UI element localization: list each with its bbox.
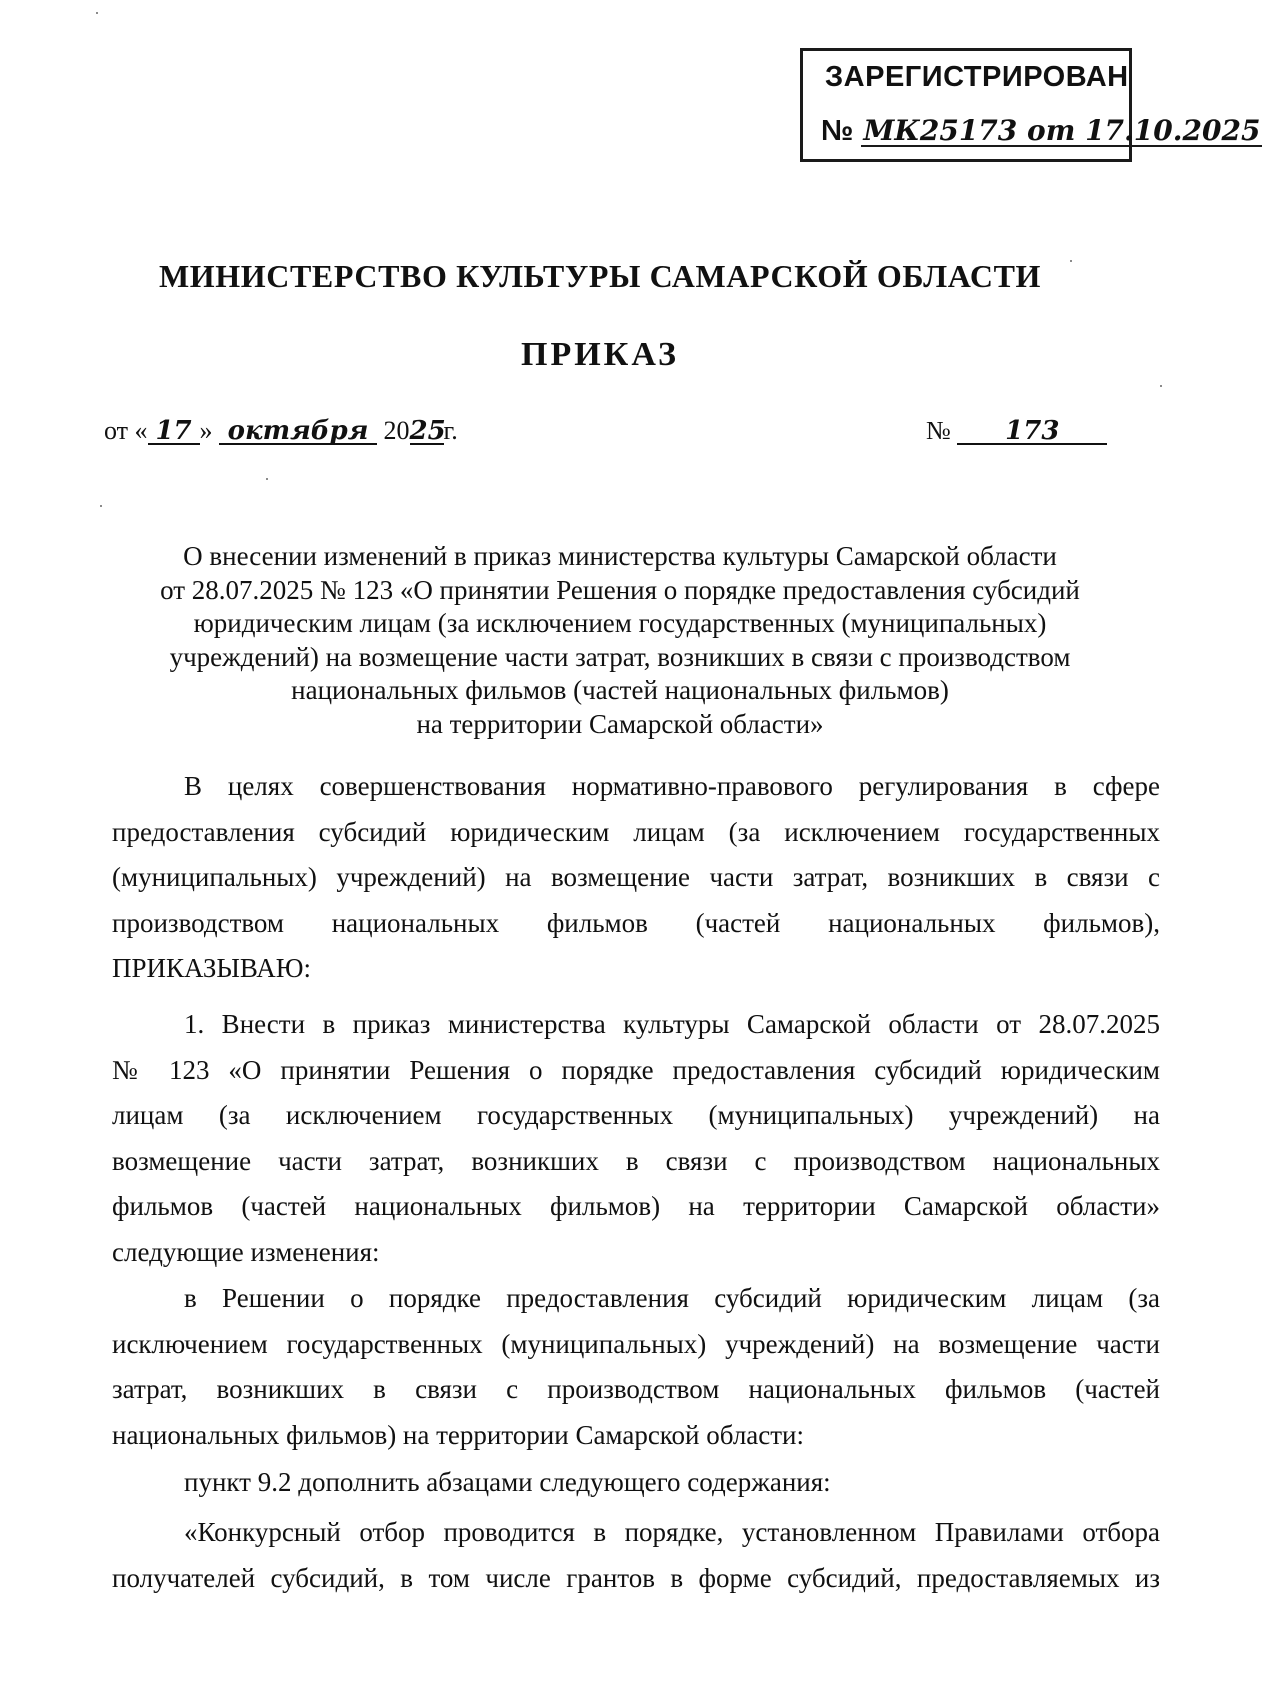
- body-line: В целях совершенствования нормативно-правового регулирования в сфере: [184, 771, 1160, 801]
- paragraph-point-9-2: [112, 1460, 1160, 1506]
- subject-line: национальных фильмов (частей национальных фильмов): [291, 675, 949, 705]
- order-subject: [120, 540, 1120, 741]
- date-year-prefix: 20: [383, 416, 410, 445]
- body-line: исключением государственных (муниципальных) учреждений) на возмещение части: [112, 1328, 1160, 1359]
- date-prefix: от «: [104, 416, 148, 445]
- body-line: (муниципальных) учреждений) на возмещение части затрат, возникших в связи с: [112, 862, 1160, 892]
- paragraph-decision: [112, 1276, 1160, 1458]
- body-line: ПРИКАЗЫВАЮ:: [112, 953, 311, 983]
- order-number-value: 173: [957, 419, 1107, 445]
- stamp-title: ЗАРЕГИСТРИРОВАН: [825, 61, 1129, 93]
- order-number-label: №: [926, 416, 951, 445]
- body-line: национальных фильмов) на территории Самарской области:: [112, 1419, 805, 1450]
- paragraph-preamble: [112, 764, 1160, 992]
- body-line: лицам (за исключением государственных (муниципальных) учреждений) на: [112, 1100, 1160, 1130]
- document-type-title: ПРИКАЗ: [521, 336, 679, 373]
- body-line: затрат, возникших в связи с производством национальных фильмов (частей: [112, 1374, 1160, 1404]
- date-quote-close: »: [199, 416, 213, 445]
- stamp-number-prefix: №: [821, 115, 854, 147]
- body-line: фильмов (частей национальных фильмов) на территории Самарской области»: [112, 1191, 1160, 1221]
- order-number: [926, 416, 1107, 446]
- body-line: № 123 «О принятии Решения о порядке предоставления субсидий юридическим: [112, 1054, 1160, 1085]
- body-line: получателей субсидий, в том числе грантов в форме субсидий, предоставляемых из: [112, 1562, 1160, 1593]
- registration-stamp: [800, 48, 1261, 162]
- subject-line: юридическим лицам (за исключением государственных (муниципальных): [193, 608, 1047, 638]
- body-line: возмещение части затрат, возникших в связи с производством национальных: [112, 1145, 1160, 1176]
- subject-line: от 28.07.2025 № 123 «О принятии Решения о порядке предоставления субсидий: [160, 574, 1080, 605]
- body-line: следующие изменения:: [112, 1236, 380, 1267]
- date-day: 17: [148, 419, 200, 445]
- subject-line: на территории Самарской области»: [416, 708, 824, 739]
- paragraph-quoted-text: [112, 1510, 1160, 1601]
- body-line: в Решении о порядке предоставления субсидий юридическим лицам (за: [184, 1283, 1160, 1313]
- body-line: 1. Внести в приказ министерства культуры Самарской области от 28.07.2025: [184, 1009, 1160, 1039]
- stamp-number-line: [821, 115, 1262, 148]
- ministry-title: МИНИСТЕРСТВО КУЛЬТУРЫ САМАРСКОЙ ОБЛАСТИ: [158, 258, 1042, 294]
- body-line: производством национальных фильмов (частей национальных фильмов),: [112, 907, 1160, 938]
- date-year-suffix: 25: [409, 416, 446, 446]
- subject-line: О внесении изменений в приказ министерства культуры Самарской области: [183, 541, 1057, 571]
- subject-line: учреждений) на возмещение части затрат, возникших в связи с производством: [169, 641, 1071, 672]
- order-date: [104, 416, 458, 446]
- date-month: октября: [219, 419, 377, 445]
- body-line: «Конкурсный отбор проводится в порядке, установленном Правилами отбора: [184, 1517, 1160, 1547]
- stamp-handwritten-number: МК25173 от 17.10.2025: [863, 114, 1261, 147]
- body-line: предоставления субсидий юридическим лицам (за исключением государственных: [112, 816, 1160, 847]
- date-suffix: г.: [443, 416, 458, 445]
- paragraph-item-1: [112, 1002, 1160, 1275]
- body-line: пункт 9.2 дополнить абзацами следующего содержания:: [184, 1467, 831, 1497]
